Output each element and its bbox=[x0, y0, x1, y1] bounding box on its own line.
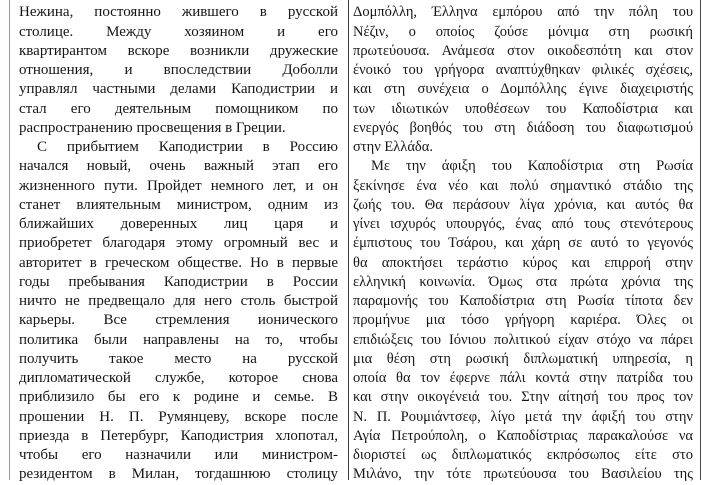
text-line: авторитет в греческом обществе. Но в первые bbox=[19, 254, 338, 271]
text-line: приезда в Петербург, Каподистрия хлопотал, bbox=[19, 427, 338, 444]
text-line: θα αποκτήσει τεράστιο κύρος και επιρροή στην bbox=[353, 254, 693, 271]
text-line: και στη συνέχεια ο Δομπόλλης έγινε διαχειριστής bbox=[353, 81, 693, 98]
text-line: ближайших доверенных лиц царя и bbox=[19, 216, 338, 233]
text-line: Αγία Πετρούπολη, ο Καποδίστριας παρακαλούσε να bbox=[353, 427, 693, 444]
text-line: μια θέση στη ρωσική διπλωματική υπηρεσία, η bbox=[353, 350, 693, 367]
text-line: Ν. Π. Ρουμιάντσεφ, λίγο μετά την άφιξή του στην bbox=[353, 408, 693, 425]
greek-text-flow bbox=[349, 0, 700, 485]
text-line: квартирантом вскоре возникли дружеские bbox=[19, 42, 338, 59]
column-greek bbox=[348, 0, 700, 483]
text-line: Νέζιν, ο οποίος ζούσε μόνιμα στη ρωσική bbox=[353, 23, 693, 40]
text-line: πρωτεύουσα. Ανάμεσα στον οικοδεσπότη και στον bbox=[353, 42, 693, 59]
text-line: ένοικό του γρήγορα αναπτύχθηκαν φιλικές σχέσεις, bbox=[353, 62, 693, 79]
text-line: επιδιώξεις του Ιόνιου πολιτικού είχαν στόχο να πάρει bbox=[353, 331, 693, 348]
text-line: прошении Н. П. Румянцеву, вскоре после bbox=[19, 408, 338, 425]
text-line: распространению просвещения в Греции. bbox=[19, 119, 286, 136]
text-line: приблизило бы его к родине и семье. В bbox=[19, 389, 338, 406]
text-line: των ιδιωτικών υποθέσεων του Καποδίστρια και bbox=[353, 100, 693, 117]
text-line: дипломатической службе, которое снова bbox=[19, 370, 338, 387]
text-line: και στην οικογένειά του. Στην αίτησή του προς τον bbox=[353, 389, 693, 406]
clipped-text-line: Μιλάνο, την τότε πρωτεύουσα του Βασιλείου της bbox=[353, 466, 693, 483]
text-line: ελληνική κοινωνία. Όμως στα πρώτα χρόνια της bbox=[353, 273, 693, 290]
text-line: начался новый, очень важный этап его bbox=[19, 158, 338, 175]
text-line: управлял частными делами Каподистрии и bbox=[19, 81, 338, 98]
text-line: стал его деятельным помощником по bbox=[19, 100, 338, 117]
text-line: γίνει ισχυρός υπουργός, ένας από τους στενότερους bbox=[353, 216, 693, 233]
russian-text-flow bbox=[10, 0, 348, 485]
text-table bbox=[9, 0, 701, 483]
clipped-text-line: резидентом в Милан, тогдашнюю столицу bbox=[19, 466, 338, 483]
text-line: чтобы его назначили или министром- bbox=[19, 447, 338, 464]
text-line: С прибытием Каподистрии в Россию bbox=[37, 139, 338, 156]
text-line: годы пребывания Каподистрии в России bbox=[19, 273, 338, 290]
text-line: ενεργός βοηθός του στη διάδοση του διαφωτισμού bbox=[353, 119, 693, 136]
text-line: ξεκίνησε ένα νέο και πολύ σημαντικό στάδιο της bbox=[353, 177, 693, 194]
text-line: получить такое место на русской bbox=[19, 350, 338, 367]
text-line: политика были направлены на то, чтобы bbox=[19, 331, 338, 348]
column-russian bbox=[10, 0, 348, 483]
text-line: Δομπόλλη, Έλληνα εμπόρου από την πόλη του bbox=[353, 4, 693, 21]
text-line: станет влиятельным министром, одним из bbox=[19, 196, 338, 213]
text-line: προμήνυε μια τόσο γρήγορη καριέρα. Όλες οι bbox=[353, 312, 693, 329]
text-line: Нежина, постоянно жившего в русской bbox=[19, 4, 338, 21]
text-line: столице. Между хозяином и его bbox=[19, 23, 338, 40]
text-line: παραμονής του Καποδίστρια στη Ρωσία τίποτα δεν bbox=[353, 293, 693, 310]
text-line: έμπιστους του Τσάρου, και χάρη σε αυτό το γεγονός bbox=[353, 235, 693, 252]
text-line: Με την άφιξη του Καποδίστρια στη Ρωσία bbox=[371, 158, 693, 175]
text-line: приобретет благодаря этому огромный вес и bbox=[19, 235, 338, 252]
text-line: отношения, и впоследствии Доболли bbox=[19, 62, 338, 79]
text-line: ничто не предвещало для него столь быстрой bbox=[19, 293, 338, 310]
text-line: жизненного пути. Пройдет немного лет, и он bbox=[19, 177, 338, 194]
text-line: διοριστεί ως διπλωματικός εκπρόσωπος είτε στο bbox=[353, 447, 693, 464]
text-line: карьеры. Все стремления ионического bbox=[19, 312, 338, 329]
text-line: στην Ελλάδα. bbox=[353, 139, 433, 156]
text-line: ζωής του. Θα περάσουν λίγα χρόνια, και αυτός θα bbox=[353, 196, 693, 213]
text-line: οποία θα τον έφερνε πάλι κοντά στην πατρίδα του bbox=[353, 370, 693, 387]
